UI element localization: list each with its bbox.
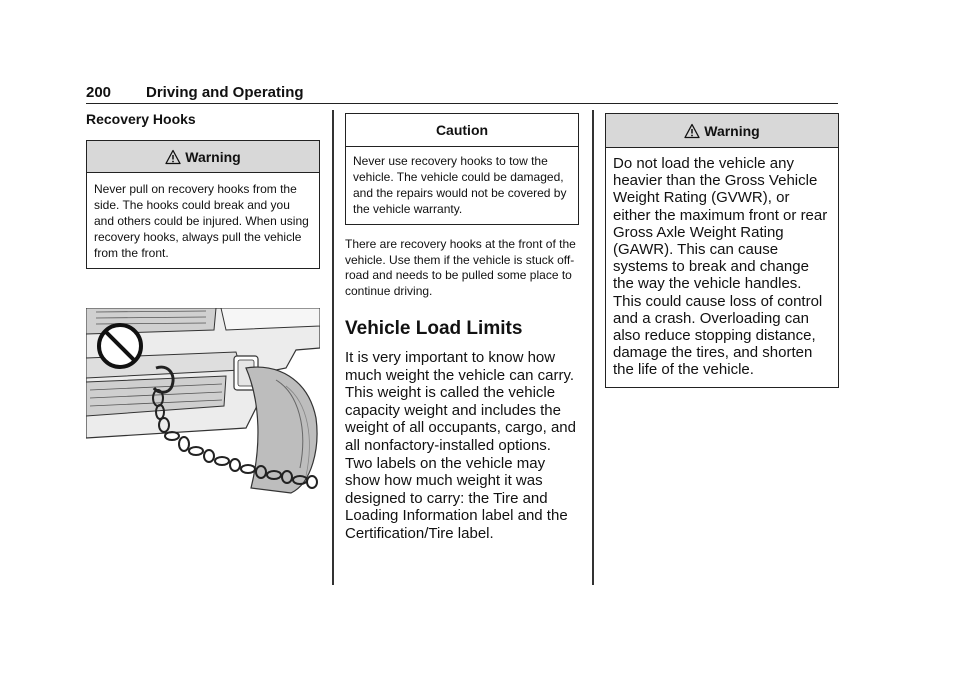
chapter-title: Driving and Operating [146, 84, 304, 101]
recovery-hooks-paragraph: There are recovery hooks at the front of the vehicle. Use them if the vehicle is stuck off-road and needs to be pulled some place to continue driving. [345, 237, 576, 298]
warning-text: Never pull on recovery hooks from the side. The hooks could break and you and others could be injured. When using recovery hooks, always pull the vehicle from the front. [94, 182, 309, 260]
caution-box-header [346, 114, 578, 147]
page-number: 200 [86, 84, 112, 101]
column-2 [345, 113, 579, 543]
caution-text: Never use recovery hooks to tow the vehicle. The vehicle could be damaged, and the repairs would not be covered by the vehicle warranty. [353, 154, 567, 216]
warning-box-header [87, 141, 319, 173]
caution-box [345, 113, 579, 225]
caution-title: Caution [435, 122, 489, 138]
warning-box-recovery [86, 140, 320, 269]
warning-icon [684, 123, 700, 139]
truck-front-chain-illustration [86, 308, 320, 502]
column-1 [86, 110, 320, 269]
recovery-hook-illustration [86, 308, 320, 502]
warning-box-load [605, 113, 839, 388]
prohibited-icon [99, 325, 141, 367]
column-3 [605, 113, 839, 388]
warning-icon [165, 149, 181, 165]
section-title-recovery-hooks: Recovery Hooks [86, 111, 196, 127]
section-heading-vehicle-load-limits: Vehicle Load Limits [345, 318, 523, 339]
column-divider [592, 110, 594, 585]
warning-box-header [606, 114, 838, 148]
warning-title: Warning [704, 122, 760, 139]
vehicle-load-limits-body: It is very important to know how much weight the vehicle can carry. This weight is called the vehicle capacity weight and includes the weight of all occupants, cargo, and all nonfactory-installed options. Two labels on the vehicle may show how much weight it was designed to carry: the Tire and Loading Information label and the Certification/Tire label. [345, 349, 576, 542]
page-header [86, 84, 838, 104]
warning-title: Warning [185, 148, 241, 165]
column-divider [332, 110, 334, 585]
warning-text: Do not load the vehicle any heavier than the Gross Vehicle Weight Rating (GVWR), or either the maximum front or rear Gross Axle Weight Rating (GAWR). This can cause systems to break and change the way the vehicle handles. This could cause loss of control and a crash. Overloading can also reduce stopping distance, damage the tires, and shorten the life of the vehicle. [613, 155, 828, 379]
